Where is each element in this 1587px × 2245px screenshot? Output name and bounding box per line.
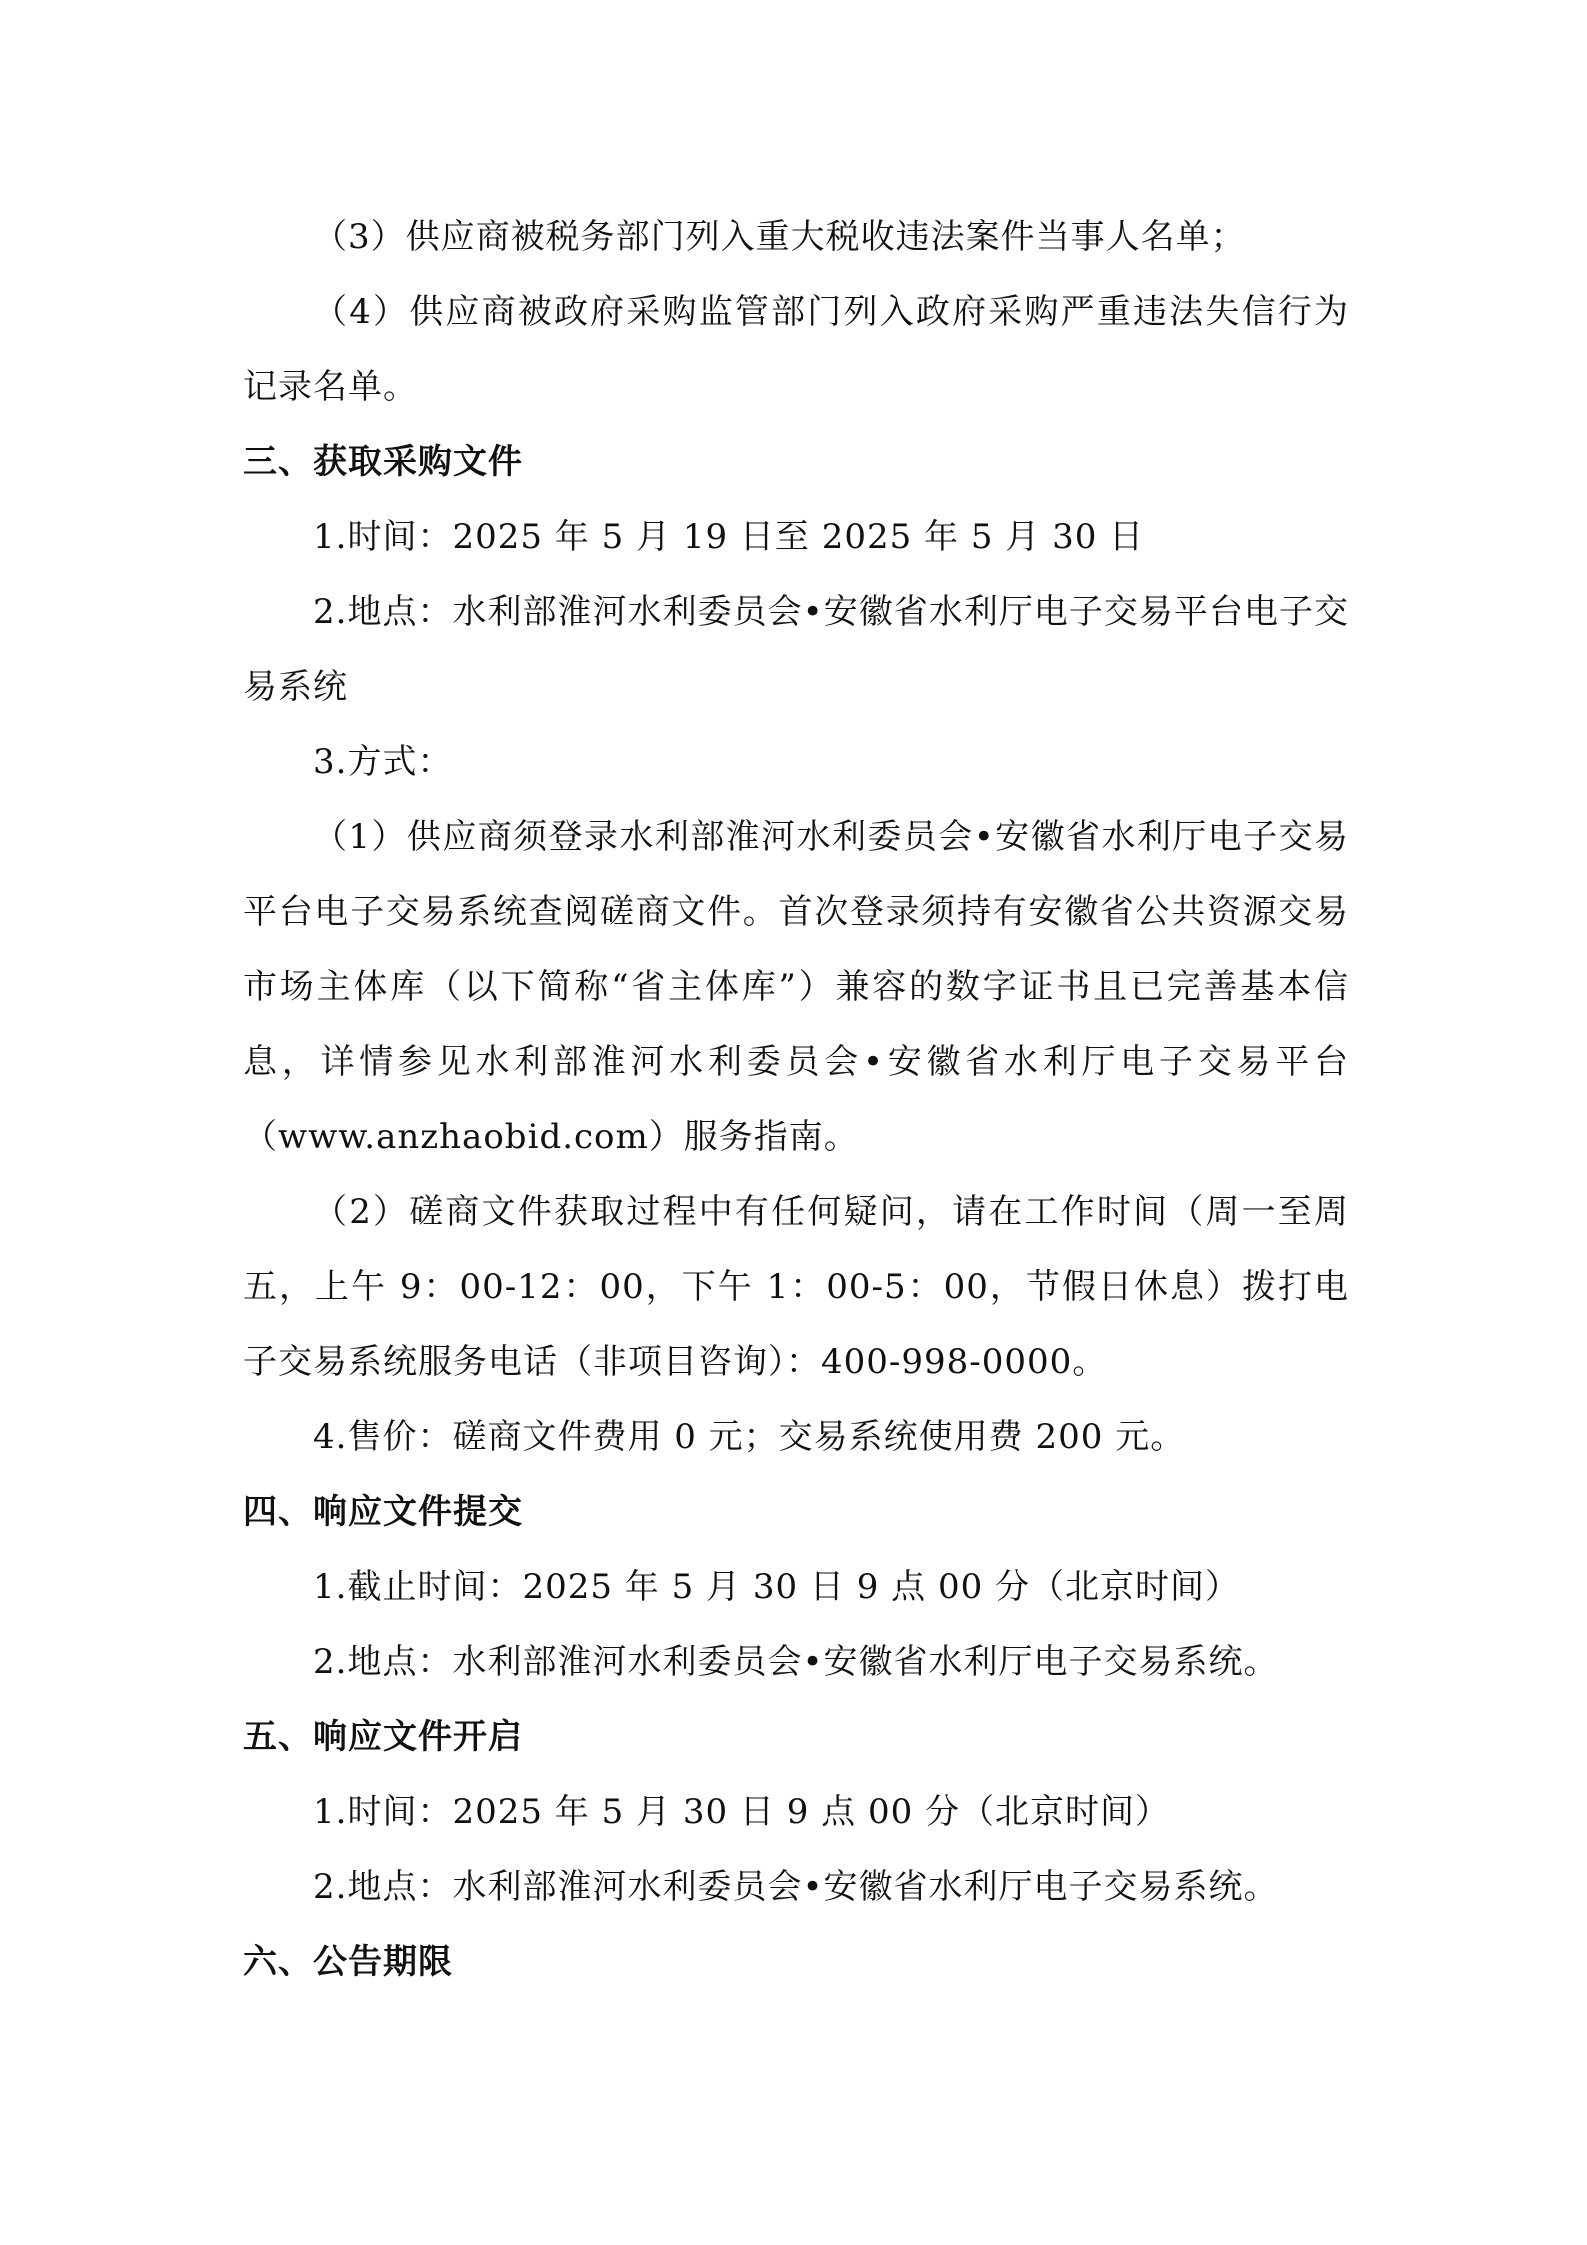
section3-location: 2.地点：水利部淮河水利委员会•安徽省水利厅电子交易平台电子交易系统	[243, 592, 1349, 707]
section-heading-6: 六、公告期限	[243, 1942, 453, 1982]
paragraph-item-4: （4）供应商被政府采购监管部门列入政府采购严重违法失信行为记录名单。	[243, 292, 1349, 407]
section5-location: 2.地点：水利部淮河水利委员会•安徽省水利厅电子交易系统。	[313, 1867, 1279, 1907]
section3-time: 1.时间：2025 年 5 月 19 日至 2025 年 5 月 30 日	[313, 517, 1145, 557]
section3-price: 4.售价：磋商文件费用 0 元；交易系统使用费 200 元。	[313, 1417, 1186, 1457]
section-heading-3: 三、获取采购文件	[243, 442, 523, 482]
section4-location: 2.地点：水利部淮河水利委员会•安徽省水利厅电子交易系统。	[313, 1642, 1279, 1682]
document-body	[243, 200, 1349, 2000]
paragraph-item-3: （3）供应商被税务部门列入重大税收违法案件当事人名单；	[313, 217, 1246, 257]
section-heading-4: 四、响应文件提交	[243, 1492, 523, 1532]
section5-time: 1.时间：2025 年 5 月 30 日 9 点 00 分（北京时间）	[313, 1792, 1171, 1832]
section3-method: 3.方式：	[313, 742, 453, 782]
section3-method-item-2: （2）磋商文件获取过程中有任何疑问，请在工作时间（周一至周五，上午 9：00-12：00，下午 1：00-5：00，节假日休息）拨打电子交易系统服务电话（非项目咨询）：400-998-0000。	[243, 1192, 1349, 1382]
section3-method-item-1: （1）供应商须登录水利部淮河水利委员会•安徽省水利厅电子交易平台电子交易系统查阅磋商文件。首次登录须持有安徽省公共资源交易市场主体库（以下简称“省主体库”）兼容的数字证书且已完善基本信息，详情参见水利部淮河水利委员会•安徽省水利厅电子交易平台（www.anzhaobid.com）服务指南。	[243, 817, 1349, 1157]
section-heading-5: 五、响应文件开启	[243, 1717, 523, 1757]
section4-deadline: 1.截止时间：2025 年 5 月 30 日 9 点 00 分（北京时间）	[313, 1567, 1241, 1607]
